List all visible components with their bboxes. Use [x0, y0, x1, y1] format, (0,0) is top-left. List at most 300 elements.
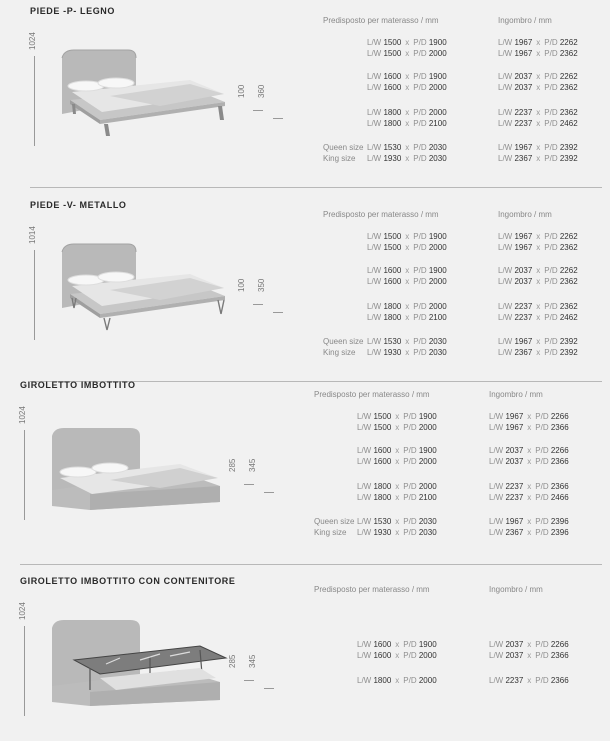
- frame-height-dimension: 100: [237, 84, 246, 98]
- mattress-width: 1800: [373, 493, 392, 502]
- unit-lw: L/W: [489, 446, 504, 455]
- frame-height-dimension: 285: [228, 654, 237, 668]
- unit-pd: P/D: [403, 640, 417, 649]
- unit-x: x: [536, 108, 541, 117]
- section-title: PIEDE -P- LEGNO: [30, 6, 116, 16]
- overall-width: 2237: [514, 302, 533, 311]
- mattress-depth: 2030: [428, 143, 447, 152]
- overall-depth: 2366: [550, 676, 569, 685]
- unit-pd: P/D: [403, 676, 417, 685]
- unit-lw: L/W: [498, 243, 513, 252]
- overall-size-row: [489, 640, 569, 650]
- unit-lw: L/W: [498, 348, 513, 357]
- overall-width: 2037: [514, 83, 533, 92]
- unit-pd: P/D: [544, 143, 558, 152]
- unit-lw: L/W: [367, 49, 382, 58]
- mattress-width: 1530: [373, 517, 392, 526]
- overall-depth: 2366: [550, 651, 569, 660]
- dimension-tick: [244, 680, 254, 681]
- unit-lw: L/W: [367, 154, 382, 163]
- unit-pd: P/D: [535, 482, 549, 491]
- unit-x: x: [536, 232, 541, 241]
- unit-x: x: [405, 313, 410, 322]
- overall-depth: 2366: [550, 423, 569, 432]
- mattress-size-row: [367, 49, 447, 59]
- overall-width: 1967: [505, 517, 524, 526]
- unit-pd: P/D: [413, 313, 427, 322]
- overall-depth: 2362: [559, 302, 578, 311]
- unit-lw: L/W: [357, 457, 372, 466]
- unit-pd: P/D: [544, 108, 558, 117]
- bed-illustration: [40, 28, 240, 143]
- height-dimension-line: [24, 626, 25, 716]
- unit-x: x: [395, 528, 400, 537]
- unit-x: x: [395, 457, 400, 466]
- mattress-width: 1800: [383, 313, 402, 322]
- unit-pd: P/D: [544, 72, 558, 81]
- unit-x: x: [536, 83, 541, 92]
- unit-x: x: [527, 457, 532, 466]
- overall-width: 1967: [514, 243, 533, 252]
- unit-pd: P/D: [403, 423, 417, 432]
- overall-width: 2037: [505, 446, 524, 455]
- dimension-tick: [253, 110, 263, 111]
- overall-width: 2037: [514, 72, 533, 81]
- mattress-width: 1500: [373, 412, 392, 421]
- unit-pd: P/D: [413, 83, 427, 92]
- unit-x: x: [527, 493, 532, 502]
- unit-lw: L/W: [498, 266, 513, 275]
- mattress-depth: 2100: [418, 493, 437, 502]
- mattress-width: 1800: [373, 482, 392, 491]
- overall-depth: 2362: [559, 108, 578, 117]
- unit-pd: P/D: [544, 313, 558, 322]
- mattress-width: 1500: [383, 49, 402, 58]
- unit-lw: L/W: [498, 277, 513, 286]
- height-dimension: 1024: [18, 406, 27, 424]
- mattress-size-row: [367, 83, 447, 93]
- product-section: [0, 374, 610, 564]
- unit-pd: P/D: [535, 457, 549, 466]
- section-title: PIEDE -V- METALLO: [30, 200, 127, 210]
- overall-width: 1967: [514, 337, 533, 346]
- unit-x: x: [536, 337, 541, 346]
- unit-x: x: [405, 154, 410, 163]
- unit-pd: P/D: [403, 412, 417, 421]
- overall-depth: 2362: [559, 243, 578, 252]
- overall-size-row: [498, 243, 578, 253]
- height-dimension-line: [24, 430, 25, 520]
- mattress-size-row: [367, 348, 447, 358]
- overall-depth: 2262: [559, 72, 578, 81]
- unit-pd: P/D: [403, 528, 417, 537]
- mattress-size-row: [357, 493, 437, 503]
- mattress-depth: 1900: [418, 412, 437, 421]
- mattress-width: 1600: [373, 446, 392, 455]
- mattress-size-row: [367, 302, 447, 312]
- mattress-size-row: [357, 482, 437, 492]
- overall-depth: 2466: [550, 493, 569, 502]
- unit-x: x: [395, 423, 400, 432]
- overall-size-row: [489, 651, 569, 661]
- unit-pd: P/D: [413, 243, 427, 252]
- unit-lw: L/W: [357, 423, 372, 432]
- product-section: [0, 570, 610, 740]
- overall-depth: 2462: [559, 313, 578, 322]
- unit-x: x: [405, 337, 410, 346]
- mattress-size-row: [367, 243, 447, 253]
- unit-pd: P/D: [544, 38, 558, 47]
- overall-width: 2237: [505, 482, 524, 491]
- mattress-depth: 2000: [418, 482, 437, 491]
- unit-lw: L/W: [357, 651, 372, 660]
- mattress-width: 1800: [383, 108, 402, 117]
- unit-pd: P/D: [413, 154, 427, 163]
- mattress-width: 1600: [373, 640, 392, 649]
- unit-lw: L/W: [367, 119, 382, 128]
- overall-size-row: [498, 337, 578, 347]
- unit-x: x: [536, 154, 541, 163]
- unit-x: x: [527, 517, 532, 526]
- unit-x: x: [536, 119, 541, 128]
- unit-pd: P/D: [413, 49, 427, 58]
- unit-x: x: [405, 108, 410, 117]
- unit-x: x: [527, 412, 532, 421]
- mattress-width: 1930: [383, 348, 402, 357]
- mattress-depth: 2000: [428, 277, 447, 286]
- unit-x: x: [395, 482, 400, 491]
- overall-width: 2037: [505, 651, 524, 660]
- overall-size-row: [498, 277, 578, 287]
- mattress-width: 1600: [373, 651, 392, 660]
- mattress-top-height-dimension: 345: [248, 654, 257, 668]
- mattress-depth: 2030: [428, 348, 447, 357]
- unit-pd: P/D: [535, 676, 549, 685]
- mattress-width: 1800: [383, 119, 402, 128]
- unit-x: x: [405, 83, 410, 92]
- overall-size-row: [498, 302, 578, 312]
- column-header-overall-size: Ingombro / mm: [498, 16, 552, 25]
- unit-x: x: [395, 640, 400, 649]
- unit-x: x: [536, 38, 541, 47]
- overall-depth: 2262: [559, 266, 578, 275]
- overall-width: 1967: [514, 49, 533, 58]
- overall-depth: 2266: [550, 446, 569, 455]
- mattress-depth: 2030: [418, 528, 437, 537]
- mattress-size-row: [357, 651, 437, 661]
- mattress-size-row: [367, 313, 447, 323]
- unit-pd: P/D: [413, 119, 427, 128]
- mattress-depth: 2000: [428, 83, 447, 92]
- unit-x: x: [405, 38, 410, 47]
- mattress-size-row: [357, 412, 437, 422]
- section-title: GIROLETTO IMBOTTITO: [20, 380, 136, 390]
- unit-pd: P/D: [535, 651, 549, 660]
- unit-lw: L/W: [357, 446, 372, 455]
- column-header-mattress: Predisposto per materasso / mm: [314, 390, 430, 399]
- mattress-size-row: [357, 676, 437, 686]
- mattress-size-row: [357, 423, 437, 433]
- unit-lw: L/W: [367, 108, 382, 117]
- overall-size-row: [498, 154, 578, 164]
- unit-pd: P/D: [544, 277, 558, 286]
- size-label: Queen size: [323, 337, 364, 346]
- overall-depth: 2262: [559, 232, 578, 241]
- unit-lw: L/W: [357, 482, 372, 491]
- column-header-overall-size: Ingombro / mm: [489, 585, 543, 594]
- unit-lw: L/W: [367, 38, 382, 47]
- mattress-depth: 2030: [428, 337, 447, 346]
- unit-pd: P/D: [544, 49, 558, 58]
- unit-x: x: [527, 446, 532, 455]
- unit-lw: L/W: [498, 38, 513, 47]
- mattress-size-row: [357, 640, 437, 650]
- unit-pd: P/D: [535, 446, 549, 455]
- unit-x: x: [527, 651, 532, 660]
- overall-depth: 2366: [550, 457, 569, 466]
- unit-x: x: [536, 313, 541, 322]
- product-section: [0, 194, 610, 381]
- overall-depth: 2262: [559, 38, 578, 47]
- unit-x: x: [395, 446, 400, 455]
- unit-lw: L/W: [498, 83, 513, 92]
- column-header-overall-size: Ingombro / mm: [489, 390, 543, 399]
- unit-pd: P/D: [413, 348, 427, 357]
- overall-width: 2037: [514, 277, 533, 286]
- overall-width: 2237: [505, 676, 524, 685]
- unit-lw: L/W: [357, 676, 372, 685]
- unit-lw: L/W: [498, 337, 513, 346]
- mattress-depth: 2100: [428, 119, 447, 128]
- unit-pd: P/D: [544, 266, 558, 275]
- unit-x: x: [395, 412, 400, 421]
- unit-x: x: [405, 266, 410, 275]
- overall-depth: 2392: [559, 348, 578, 357]
- unit-pd: P/D: [544, 232, 558, 241]
- mattress-size-row: [357, 446, 437, 456]
- unit-lw: L/W: [367, 337, 382, 346]
- unit-x: x: [536, 143, 541, 152]
- mattress-depth: 2000: [418, 423, 437, 432]
- unit-pd: P/D: [535, 528, 549, 537]
- overall-size-row: [489, 517, 569, 527]
- unit-x: x: [536, 266, 541, 275]
- unit-pd: P/D: [535, 423, 549, 432]
- height-dimension-line: [34, 250, 35, 340]
- overall-size-row: [498, 119, 578, 129]
- unit-lw: L/W: [489, 423, 504, 432]
- unit-lw: L/W: [498, 108, 513, 117]
- unit-x: x: [395, 517, 400, 526]
- unit-lw: L/W: [357, 517, 372, 526]
- unit-pd: P/D: [413, 266, 427, 275]
- overall-depth: 2462: [559, 119, 578, 128]
- size-label: King size: [314, 528, 347, 537]
- unit-lw: L/W: [489, 412, 504, 421]
- mattress-size-row: [367, 337, 447, 347]
- mattress-width: 1800: [373, 676, 392, 685]
- unit-lw: L/W: [489, 676, 504, 685]
- mattress-width: 1600: [373, 457, 392, 466]
- overall-width: 2037: [505, 457, 524, 466]
- mattress-size-row: [367, 154, 447, 164]
- overall-size-row: [489, 457, 569, 467]
- unit-lw: L/W: [367, 143, 382, 152]
- overall-size-row: [498, 108, 578, 118]
- unit-x: x: [395, 493, 400, 502]
- unit-lw: L/W: [489, 457, 504, 466]
- unit-pd: P/D: [413, 143, 427, 152]
- overall-size-row: [489, 528, 569, 538]
- unit-lw: L/W: [357, 493, 372, 502]
- unit-pd: P/D: [535, 412, 549, 421]
- section-divider: [20, 564, 602, 565]
- overall-depth: 2362: [559, 49, 578, 58]
- mattress-size-row: [367, 119, 447, 129]
- mattress-depth: 1900: [428, 266, 447, 275]
- mattress-size-row: [367, 38, 447, 48]
- unit-x: x: [405, 72, 410, 81]
- unit-lw: L/W: [489, 493, 504, 502]
- unit-lw: L/W: [367, 277, 382, 286]
- unit-pd: P/D: [535, 517, 549, 526]
- bed-illustration: [40, 222, 240, 337]
- unit-lw: L/W: [367, 72, 382, 81]
- unit-lw: L/W: [489, 651, 504, 660]
- unit-lw: L/W: [367, 266, 382, 275]
- overall-width: 1967: [514, 38, 533, 47]
- unit-x: x: [405, 243, 410, 252]
- unit-lw: L/W: [357, 528, 372, 537]
- frame-height-dimension: 100: [237, 278, 246, 292]
- unit-pd: P/D: [544, 83, 558, 92]
- mattress-width: 1500: [383, 243, 402, 252]
- mattress-width: 1600: [383, 277, 402, 286]
- unit-x: x: [527, 640, 532, 649]
- unit-lw: L/W: [367, 232, 382, 241]
- unit-x: x: [527, 676, 532, 685]
- overall-width: 2237: [514, 313, 533, 322]
- overall-size-row: [498, 232, 578, 242]
- unit-x: x: [536, 49, 541, 58]
- overall-depth: 2366: [550, 482, 569, 491]
- unit-pd: P/D: [403, 493, 417, 502]
- unit-pd: P/D: [544, 348, 558, 357]
- mattress-width: 1530: [383, 337, 402, 346]
- overall-size-row: [498, 38, 578, 48]
- size-label: Queen size: [323, 143, 364, 152]
- mattress-size-row: [367, 108, 447, 118]
- unit-lw: L/W: [367, 302, 382, 311]
- overall-size-row: [498, 83, 578, 93]
- unit-lw: L/W: [498, 313, 513, 322]
- unit-lw: L/W: [367, 313, 382, 322]
- unit-pd: P/D: [544, 302, 558, 311]
- overall-width: 2367: [505, 528, 524, 537]
- mattress-size-row: [367, 266, 447, 276]
- dimension-tick: [264, 492, 274, 493]
- mattress-depth: 1900: [428, 232, 447, 241]
- unit-pd: P/D: [544, 243, 558, 252]
- unit-x: x: [527, 423, 532, 432]
- unit-lw: L/W: [498, 72, 513, 81]
- section-title: GIROLETTO IMBOTTITO CON CONTENITORE: [20, 576, 236, 586]
- mattress-top-height-dimension: 360: [257, 84, 266, 98]
- unit-pd: P/D: [544, 119, 558, 128]
- unit-pd: P/D: [413, 38, 427, 47]
- bed-illustration: [30, 402, 230, 517]
- overall-size-row: [498, 49, 578, 59]
- unit-pd: P/D: [535, 640, 549, 649]
- unit-x: x: [405, 232, 410, 241]
- mattress-depth: 2030: [428, 154, 447, 163]
- height-dimension-line: [34, 56, 35, 146]
- overall-width: 2367: [514, 348, 533, 357]
- mattress-depth: 2000: [428, 49, 447, 58]
- mattress-depth: 2000: [418, 651, 437, 660]
- overall-size-row: [498, 313, 578, 323]
- overall-width: 1967: [514, 232, 533, 241]
- unit-x: x: [405, 348, 410, 357]
- unit-lw: L/W: [367, 348, 382, 357]
- column-header-mattress: Predisposto per materasso / mm: [314, 585, 430, 594]
- mattress-depth: 1900: [428, 38, 447, 47]
- unit-lw: L/W: [489, 528, 504, 537]
- overall-depth: 2362: [559, 83, 578, 92]
- mattress-width: 1930: [373, 528, 392, 537]
- mattress-width: 1500: [373, 423, 392, 432]
- unit-x: x: [405, 49, 410, 58]
- mattress-size-row: [367, 277, 447, 287]
- unit-lw: L/W: [498, 232, 513, 241]
- mattress-size-row: [357, 528, 437, 538]
- overall-width: 1967: [505, 412, 524, 421]
- dimension-tick: [273, 118, 283, 119]
- unit-x: x: [536, 277, 541, 286]
- mattress-width: 1800: [383, 302, 402, 311]
- unit-lw: L/W: [489, 482, 504, 491]
- mattress-size-row: [357, 457, 437, 467]
- unit-x: x: [405, 302, 410, 311]
- unit-x: x: [395, 651, 400, 660]
- bed-illustration: [30, 598, 230, 713]
- unit-x: x: [536, 302, 541, 311]
- overall-size-row: [489, 676, 569, 686]
- unit-x: x: [405, 143, 410, 152]
- mattress-depth: 2000: [418, 457, 437, 466]
- overall-size-row: [498, 266, 578, 276]
- overall-size-row: [498, 348, 578, 358]
- mattress-top-height-dimension: 345: [248, 458, 257, 472]
- height-dimension: 1024: [28, 32, 37, 50]
- size-label: King size: [323, 348, 356, 357]
- unit-x: x: [405, 277, 410, 286]
- unit-pd: P/D: [413, 302, 427, 311]
- mattress-depth: 1900: [428, 72, 447, 81]
- unit-pd: P/D: [403, 457, 417, 466]
- mattress-depth: 2000: [428, 108, 447, 117]
- dimension-tick: [273, 312, 283, 313]
- mattress-depth: 2030: [418, 517, 437, 526]
- overall-width: 2237: [514, 108, 533, 117]
- mattress-width: 1600: [383, 83, 402, 92]
- mattress-width: 1600: [383, 72, 402, 81]
- unit-pd: P/D: [413, 337, 427, 346]
- unit-pd: P/D: [413, 232, 427, 241]
- overall-width: 2237: [514, 119, 533, 128]
- overall-size-row: [489, 493, 569, 503]
- unit-x: x: [527, 482, 532, 491]
